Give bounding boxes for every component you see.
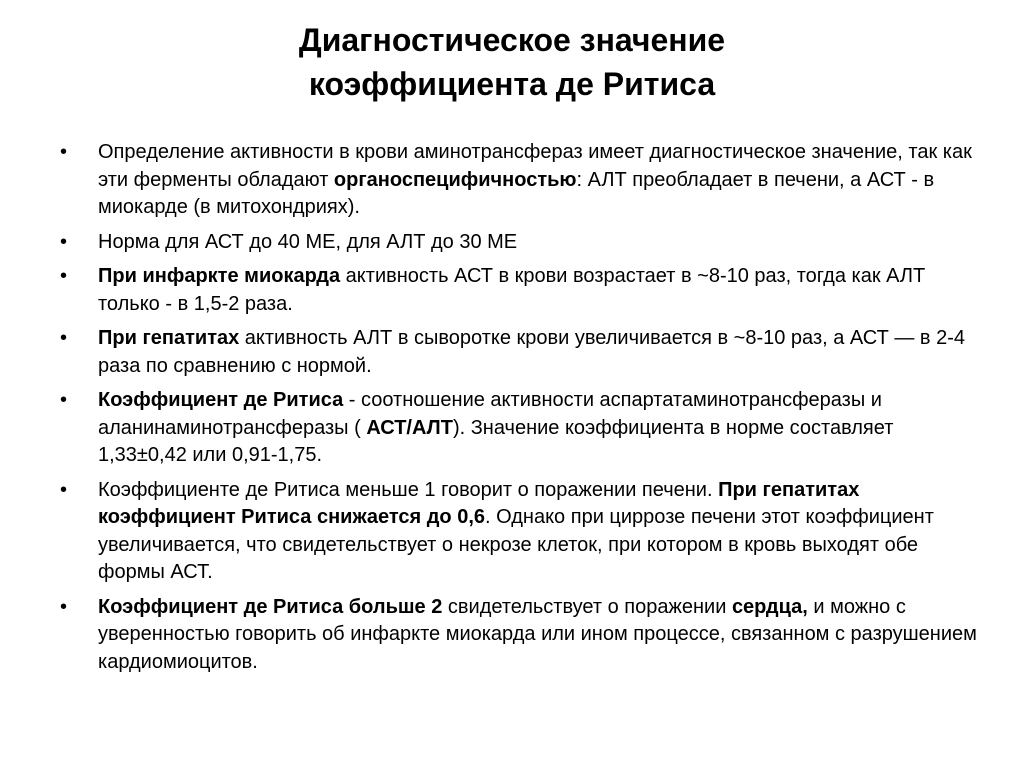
bullet-item	[58, 477, 978, 587]
bold-text-segment: органоспецифичностью	[333, 168, 577, 191]
bullet-text	[98, 596, 977, 673]
bold-text-segment: При гепатитах коэффициент Ритиса снижается до 0,6	[98, 478, 860, 528]
bullet-marker: •	[60, 265, 68, 287]
bullet-list	[58, 139, 978, 683]
text-segment: Норма для АСТ до 40 МЕ, для АЛТ до 30 МЕ	[98, 230, 518, 253]
bullet-item	[58, 325, 978, 380]
bullet-text	[98, 389, 893, 466]
bullet-item	[58, 387, 978, 470]
bullet-marker: •	[60, 141, 68, 163]
bold-text-segment: При инфаркте миокарда	[98, 265, 341, 287]
bullet-text	[98, 231, 517, 253]
bullet-item	[58, 594, 978, 677]
bullet-marker: •	[60, 230, 68, 253]
bold-text-segment: При гепатитах	[98, 327, 240, 349]
slide-title-line-1: Диагностическое значение	[298, 22, 726, 58]
text-segment: активность АСТ в крови возрастает в ~8-10 раз, тогда как АЛТ только - в 1,5-2 раза.	[98, 265, 926, 315]
bullet-item	[58, 229, 978, 257]
bullet-item	[58, 139, 978, 222]
bullet-marker: •	[60, 389, 68, 411]
text-segment: ). Значение коэффициента в норме составляет 1,33±0,42 или 0,91-1,75.	[98, 416, 894, 466]
bold-text-segment: Коэффициент де Ритиса больше 2	[98, 595, 443, 618]
slide-title-line-2: коэффициента де Ритиса	[308, 66, 716, 102]
bullet-marker: •	[60, 478, 68, 501]
bullet-marker: •	[60, 327, 68, 349]
bullet-text	[98, 327, 965, 377]
bullet-marker: •	[60, 595, 68, 618]
text-segment: Коэффициенте де Ритиса меньше 1 говорит о поражении печени.	[98, 478, 719, 501]
bullet-text	[98, 141, 972, 218]
bullet-text	[98, 479, 934, 584]
bullet-item	[58, 263, 978, 318]
bold-text-segment: сердца,	[731, 595, 808, 618]
bold-text-segment: Коэффициент де Ритиса	[98, 389, 344, 411]
bold-text-segment: АСТ/АЛТ	[366, 416, 453, 439]
text-segment: активность АЛТ в сыворотке крови увеличивается в ~8-10 раз, а АСТ — в 2-4 раза по сравнению с нормой.	[98, 327, 966, 377]
slide-title	[100, 18, 924, 106]
text-segment: и можно с уверенностью говорить об инфаркте миокарда или ином процессе, связанном с разрушением кардиомиоцитов.	[98, 595, 977, 673]
text-segment: - соотношение активности аспартатаминотрансферазы и аланинаминотрансферазы (	[98, 389, 882, 439]
bullet-text	[98, 265, 925, 315]
text-segment: свидетельствует о поражении	[442, 595, 732, 618]
text-segment: . Однако при циррозе печени этот коэффициент увеличивается, что свидетельствует о некрозе клеток, при котором в кровь выходят обе формы АСТ.	[98, 506, 934, 583]
text-segment: : АЛТ преобладает в печени, а АСТ - в миокарде (в митохондриях).	[98, 168, 935, 218]
text-segment: Определение активности в крови аминотрансфераз имеет диагностическое значение, так как эти ферменты обладают	[98, 141, 972, 191]
